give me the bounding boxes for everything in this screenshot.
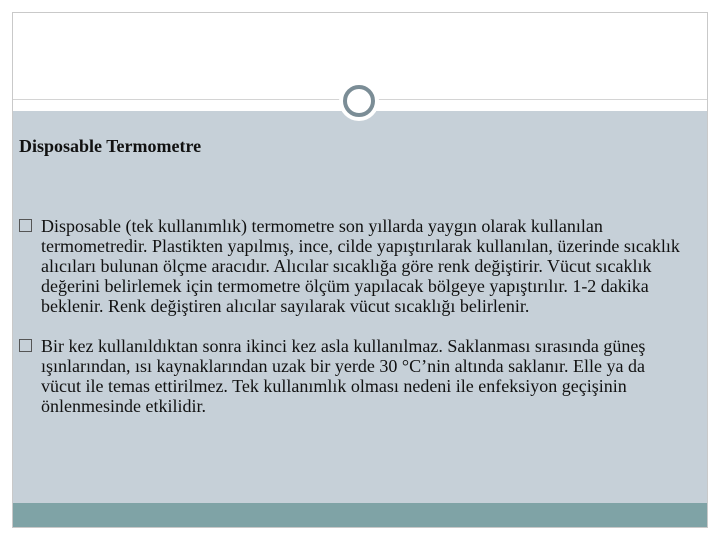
bullet-item bbox=[19, 336, 689, 416]
bullet-list bbox=[19, 216, 689, 416]
footer-bar bbox=[13, 503, 707, 527]
checkbox-bullet-icon bbox=[19, 219, 32, 232]
bullet-text: Bir kez kullanıldıktan sonra ikinci kez asla kullanılmaz. Saklanması sırasında güneş ışınlarından, ısı kaynaklarından uzak bir yerde 30 °C’nin altında saklanır. Elle ya da vücut ile temas ettirilmez. Tek kullanımlık olması nedeni ile enfeksiyon geçişinin önlenmesinde etkilidir. bbox=[41, 336, 646, 416]
checkbox-bullet-icon bbox=[19, 339, 32, 352]
bullet-item bbox=[19, 216, 689, 316]
circle-ring-icon bbox=[339, 81, 379, 121]
slide-title: Disposable Termometre bbox=[19, 136, 202, 156]
bullet-text: Disposable (tek kullanımlık) termometre son yıllarda yaygın olarak kullanılan termometredir. Plastikten yapılmış, ince, cilde yapıştırılarak kullanılan, üzerinde sıcaklık alıcıları bulunan ölçme aracıdır. Alıcılar sıcaklığa göre renk değiştirir. Vücut sıcaklık değerini belirlemek için termometre ölçüm yapılacak bölgeye yapıştırılır. 1-2 dakika beklenir. Renk değiştiren alıcılar sayılarak vücut sıcaklığı belirlenir. bbox=[41, 216, 680, 316]
circle-ring-svg bbox=[341, 83, 377, 119]
